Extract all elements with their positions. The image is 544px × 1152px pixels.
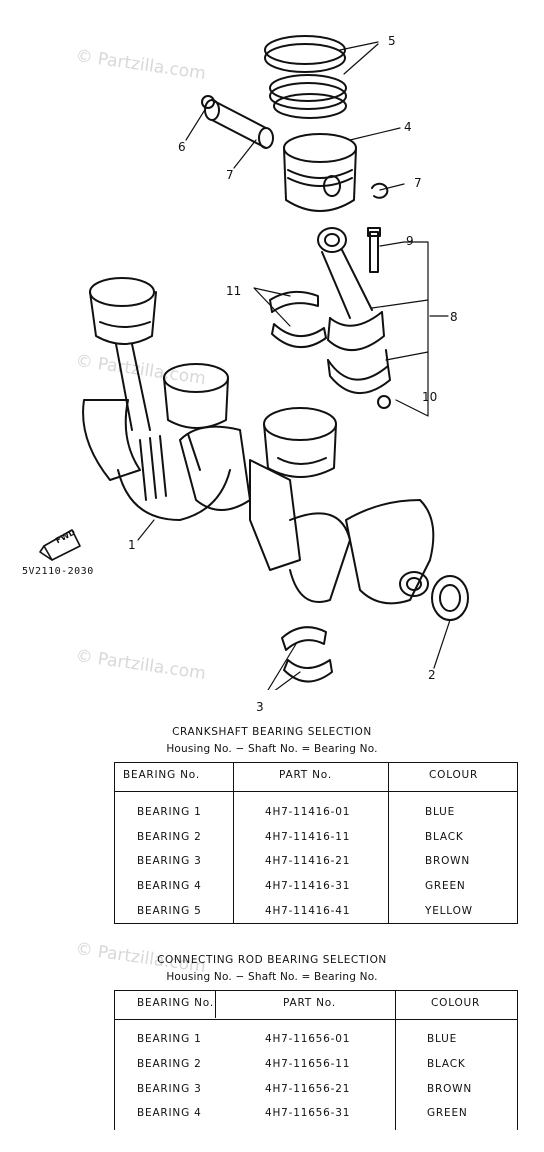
header-bearing: BEARING No. xyxy=(123,769,200,781)
watermark: © Partzilla.com xyxy=(74,938,207,978)
header-colour: COLOUR xyxy=(429,769,479,781)
cell-colour: BROWN xyxy=(425,855,471,867)
piston xyxy=(284,134,356,211)
callout-9: 9 xyxy=(406,234,414,248)
callout-3: 3 xyxy=(256,700,264,714)
connecting-rod xyxy=(318,228,390,393)
callout-11: 11 xyxy=(226,284,242,298)
cell-bearing: BEARING 1 xyxy=(137,806,202,818)
diagram-code: 5V2110-2030 xyxy=(22,566,94,577)
rod-bearing-table xyxy=(114,990,518,1130)
cell-colour: GREEN xyxy=(427,1107,468,1119)
rod-table-title: CONNECTING ROD BEARING SELECTION xyxy=(157,954,387,966)
cell-part: 4H7-11656-21 xyxy=(265,1083,351,1095)
callout-4: 4 xyxy=(404,120,412,134)
cell-bearing: BEARING 4 xyxy=(137,880,202,892)
callout-8: 8 xyxy=(450,310,458,324)
cell-part: 4H7-11656-31 xyxy=(265,1107,351,1119)
cell-part: 4H7-11656-11 xyxy=(265,1058,351,1070)
header-colour: COLOUR xyxy=(431,997,481,1009)
crank-table-subtitle: Housing No. − Shaft No. = Bearing No. xyxy=(166,743,378,755)
cell-part: 4H7-11416-41 xyxy=(265,905,351,917)
callout-2: 2 xyxy=(428,668,436,682)
cell-part: 4H7-11416-01 xyxy=(265,806,351,818)
crankshaft xyxy=(83,278,433,603)
cell-bearing: BEARING 1 xyxy=(137,1033,202,1045)
cell-colour: GREEN xyxy=(425,880,466,892)
header-part: PART No. xyxy=(283,997,336,1009)
watermark: © Partzilla.com xyxy=(74,350,207,390)
cell-part: 4H7-11416-31 xyxy=(265,880,351,892)
cell-colour: BROWN xyxy=(427,1083,473,1095)
cell-bearing: BEARING 2 xyxy=(137,1058,202,1070)
cell-part: 4H7-11656-01 xyxy=(265,1033,351,1045)
cell-part: 4H7-11416-11 xyxy=(265,831,351,843)
callout-1: 1 xyxy=(128,538,136,552)
cell-bearing: BEARING 5 xyxy=(137,905,202,917)
watermark: © Partzilla.com xyxy=(74,45,207,85)
cell-colour: BLUE xyxy=(427,1033,458,1045)
crank-bearing-table xyxy=(114,762,518,924)
callout-7b: 7 xyxy=(414,176,422,190)
callout-6: 7 xyxy=(226,168,234,182)
cell-colour: BLACK xyxy=(427,1058,466,1070)
cell-colour: BLUE xyxy=(425,806,456,818)
front-label: FWD xyxy=(54,527,77,546)
cell-bearing: BEARING 3 xyxy=(137,1083,202,1095)
header-bearing: BEARING No. xyxy=(137,997,214,1009)
crank-table-title: CRANKSHAFT BEARING SELECTION xyxy=(172,726,372,738)
callout-5: 5 xyxy=(388,34,396,48)
cell-bearing: BEARING 4 xyxy=(137,1107,202,1119)
callout-10: 10 xyxy=(422,390,438,404)
cell-bearing: BEARING 2 xyxy=(137,831,202,843)
watermark: © Partzilla.com xyxy=(74,645,207,685)
cell-colour: YELLOW xyxy=(425,905,473,917)
cell-bearing: BEARING 3 xyxy=(137,855,202,867)
cell-part: 4H7-11416-21 xyxy=(265,855,351,867)
callout-7: 6 xyxy=(178,140,186,154)
piston-pin xyxy=(205,100,273,148)
cell-colour: BLACK xyxy=(425,831,464,843)
header-part: PART No. xyxy=(279,769,332,781)
piston-rings xyxy=(265,36,346,118)
rod-table-subtitle: Housing No. − Shaft No. = Bearing No. xyxy=(166,971,378,983)
